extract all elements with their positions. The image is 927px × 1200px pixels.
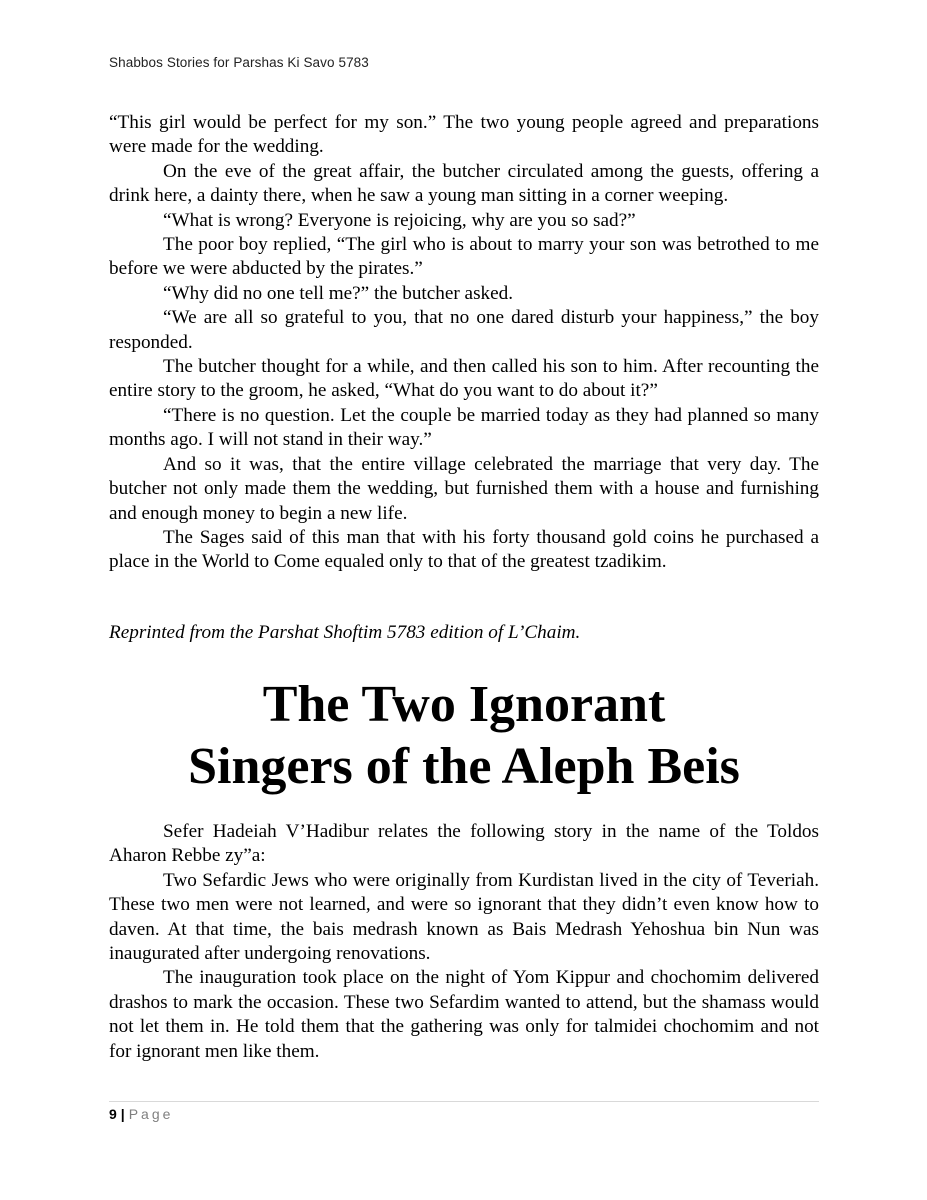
page-number: 9: [109, 1106, 117, 1122]
paragraph: “We are all so grateful to you, that no one dared disturb your happiness,” the boy responded.: [109, 307, 819, 353]
reprint-note: Reprinted from the Parshat Shoftim 5783 edition of L’Chaim.: [109, 622, 581, 643]
paragraph: The inauguration took place on the night of Yom Kippur and chochomim delivered drashos to mark the occasion. These two Sefardim wanted to attend, but the shamass would not let them in. He told them that the gathering was only for talmidei chochomim and not for ignorant men like them.: [109, 967, 819, 1062]
paragraph: “Why did no one tell me?” the butcher asked.: [163, 282, 514, 304]
footer-separator: |: [120, 1106, 125, 1122]
paragraph: On the eve of the great affair, the butcher circulated among the guests, offering a drink here, a dainty there, when he saw a young man sitting in a corner weeping.: [109, 160, 819, 207]
page-footer: [109, 1106, 173, 1122]
paragraph: And so it was, that the entire village celebrated the marriage that very day. The butcher not only made them the wedding, but furnished them with a house and furnishing and enough money to begin a new life.: [109, 453, 819, 524]
story-continued: [109, 111, 819, 575]
paragraph: “This girl would be perfect for my son.” The two young people agreed and preparations were made for the wedding.: [109, 112, 819, 158]
paragraph: “There is no question. Let the couple be married today as they had planned so many months ago. I will not stand in their way.”: [109, 404, 819, 451]
article-title-line-2: Singers of the Aleph Beis: [188, 738, 740, 795]
running-header: Shabbos Stories for Parshas Ki Savo 5783: [109, 55, 369, 70]
article-title-line-1: The Two Ignorant: [262, 676, 666, 733]
paragraph: The butcher thought for a while, and then called his son to him. After recounting the entire story to the groom, he asked, “What do you want to do about it?”: [109, 356, 819, 402]
document-page: [109, 0, 819, 1200]
paragraph: The poor boy replied, “The girl who is about to marry your son was betrothed to me before we were abducted by the pirates.”: [109, 234, 819, 280]
article-title: [109, 674, 819, 798]
footer-divider: [109, 1101, 819, 1102]
paragraph: The Sages said of this man that with his forty thousand gold coins he purchased a place in the World to Come equaled only to that of the greatest tzadikim.: [109, 526, 819, 573]
paragraph: “What is wrong? Everyone is rejoicing, why are you so sad?”: [163, 209, 636, 231]
paragraph: Two Sefardic Jews who were originally from Kurdistan lived in the city of Teveriah. These two men were not learned, and were so ignorant that they didn’t even know how to daven. At that time, the bais medrash known as Bais Medrash Yehoshua bin Nun was inaugurated after undergoing renovations.: [109, 869, 819, 965]
page-label: Page: [128, 1106, 174, 1122]
paragraph: Sefer Hadeiah V’Hadibur relates the following story in the name of the Toldos Aharon Rebbe zy”a:: [109, 821, 819, 867]
article-body: [109, 820, 819, 1064]
